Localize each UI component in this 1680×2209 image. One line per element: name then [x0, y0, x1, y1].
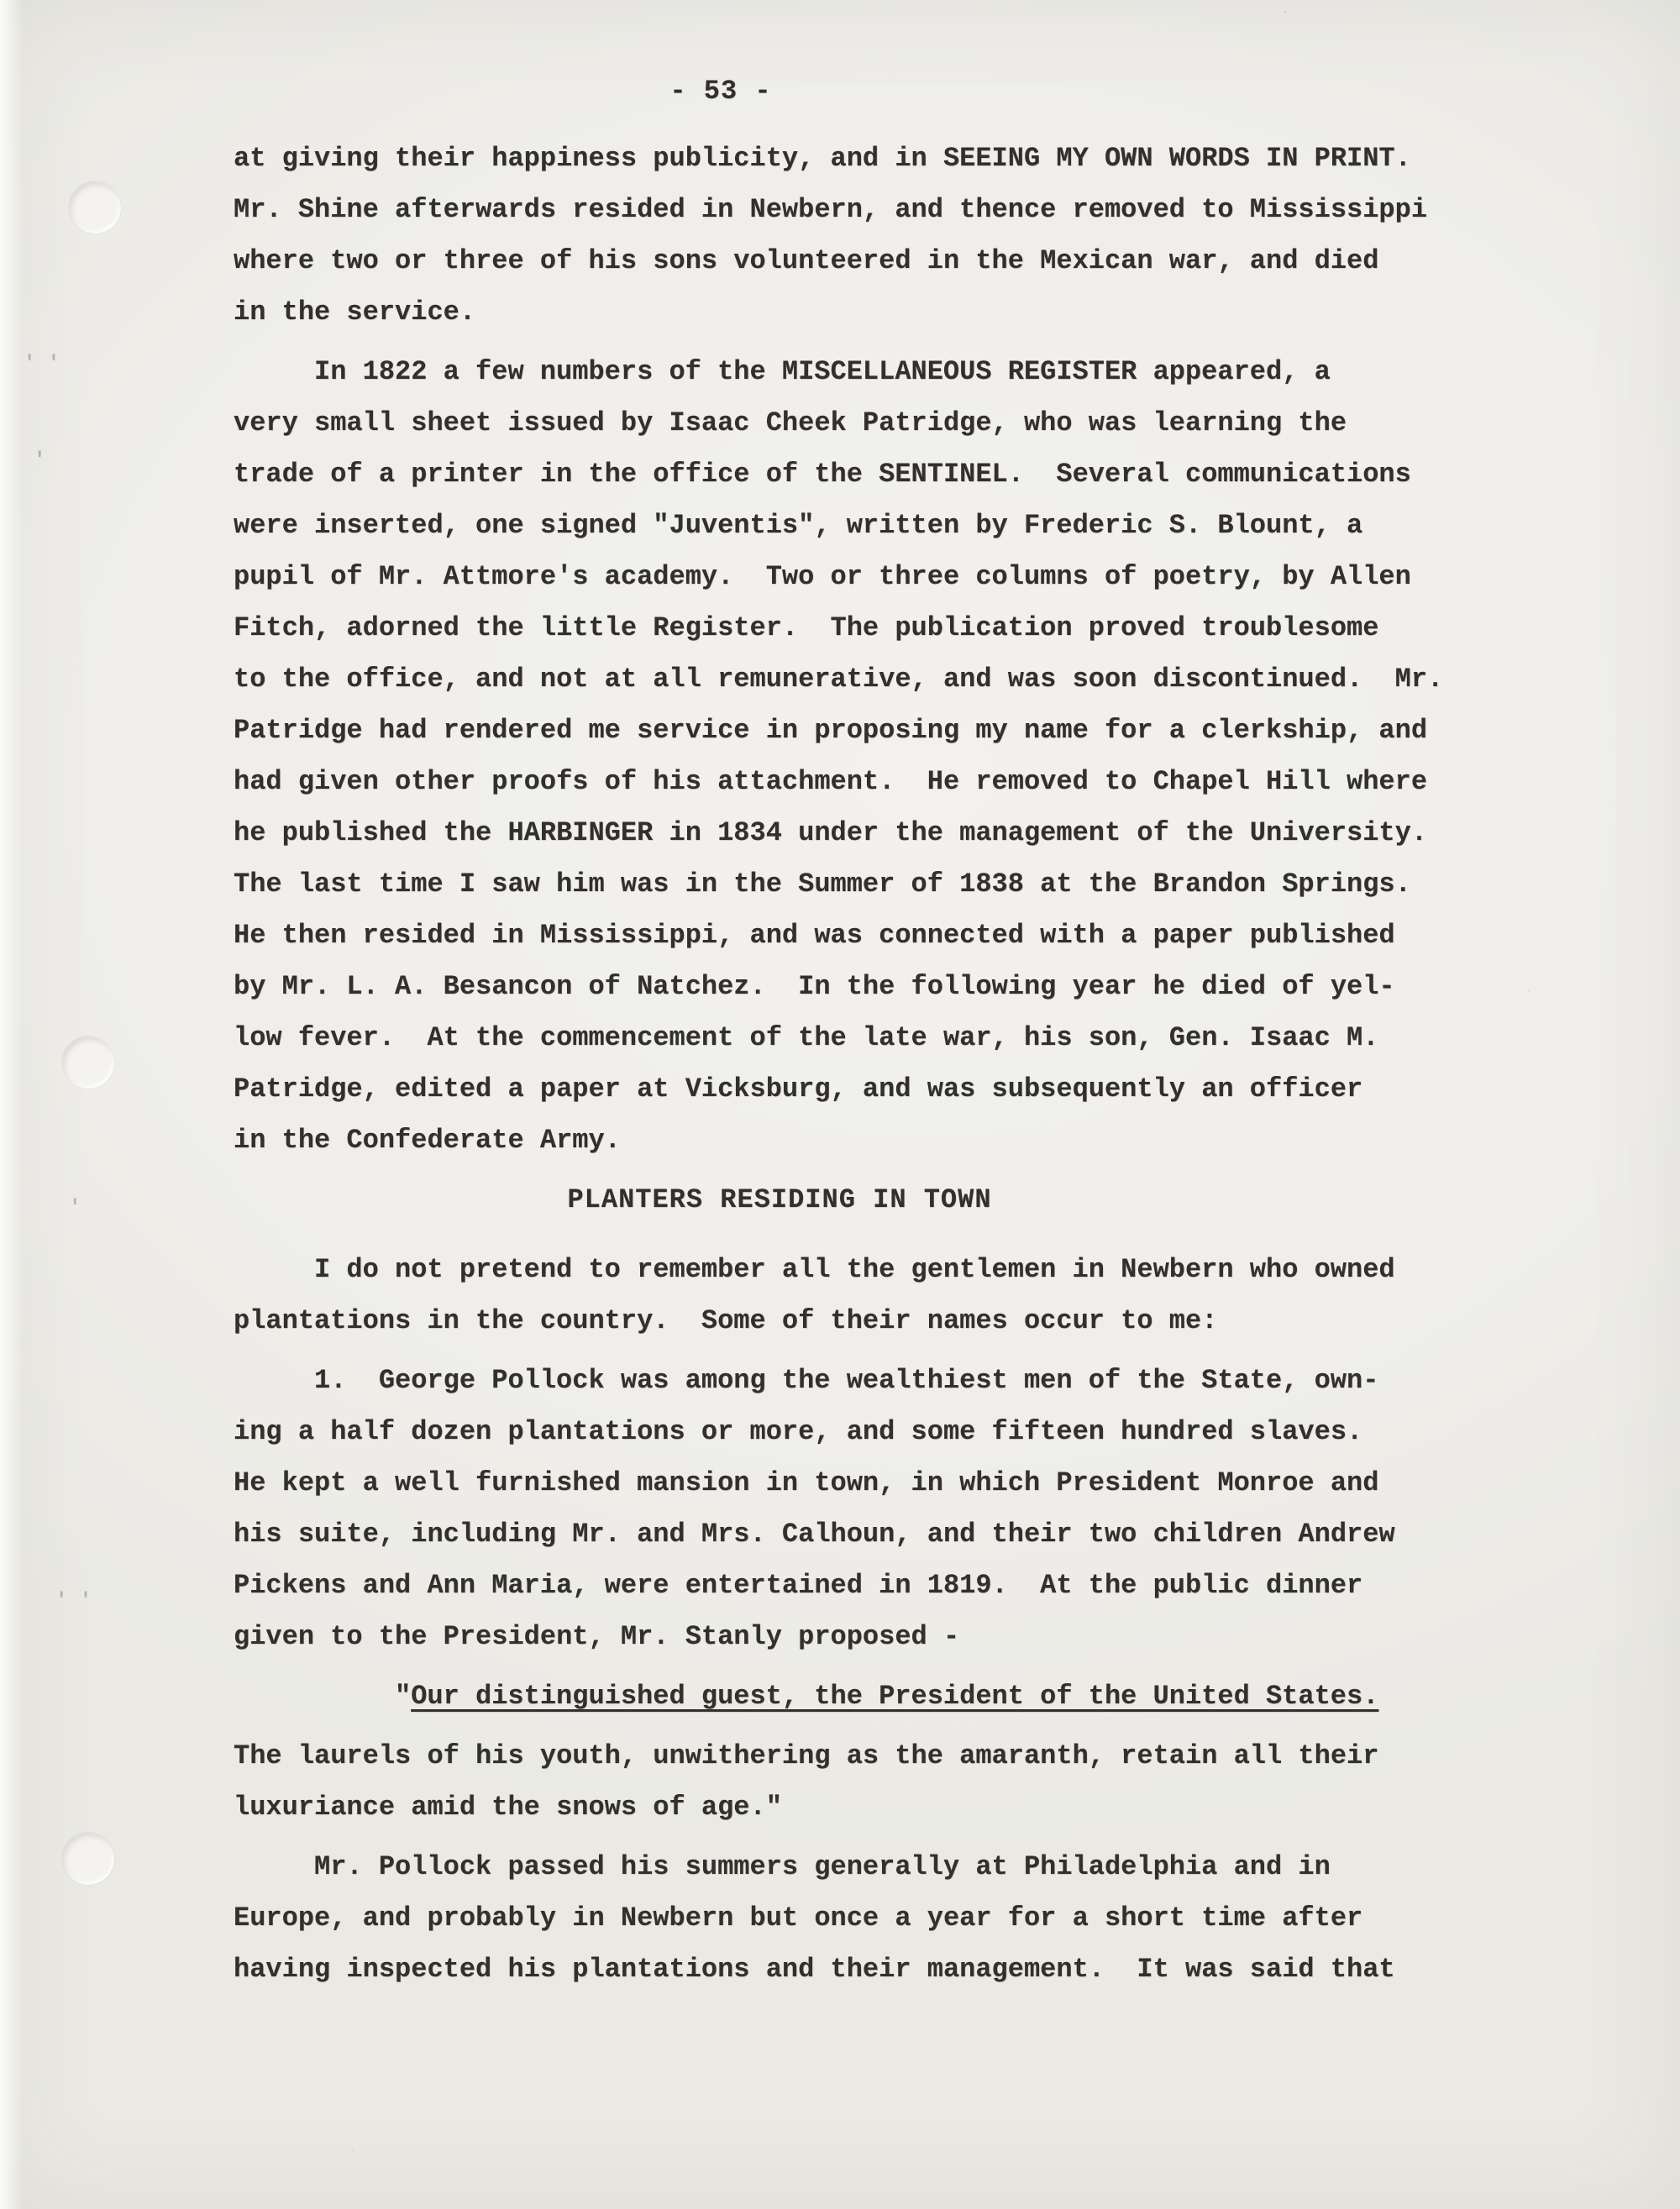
text-line: had given other proofs of his attachment. He removed to Chapel Hill where — [234, 766, 1428, 797]
text-line: plantations in the country. Some of their names occur to me: — [234, 1305, 1218, 1336]
paragraph-planters-intro — [234, 1244, 1544, 1346]
punch-hole-top — [69, 181, 121, 233]
text-line: pupil of Mr. Attmore's academy. Two or three columns of poetry, by Allen — [234, 561, 1411, 592]
punch-hole-bottom — [62, 1833, 114, 1885]
page-number: - 53 - — [669, 76, 772, 107]
scan-artifact: ' — [69, 1197, 81, 1220]
section-heading: PLANTERS RESIDING IN TOWN — [567, 1184, 992, 1215]
text-line: Patridge, edited a paper at Vicksburg, and was subsequently an officer — [234, 1073, 1363, 1104]
quote-period: . — [1362, 1681, 1379, 1712]
text-line: were inserted, one signed "Juventis", written by Frederic S. Blount, a — [234, 510, 1363, 541]
text-line: I do not pretend to remember all the gentlemen in Newbern who owned — [314, 1254, 1395, 1285]
text-line: Fitch, adorned the little Register. The publication proved troublesome — [234, 612, 1379, 643]
quote-open-mark: " — [395, 1681, 412, 1712]
text-line: Mr. Pollock passed his summers generally at Philadelphia and in — [314, 1851, 1331, 1882]
text-line: 1. George Pollock was among the wealthiest men of the State, own- — [314, 1365, 1379, 1396]
text-line: in the service. — [234, 296, 476, 328]
text-line: very small sheet issued by Isaac Cheek Patridge, who was learning the — [234, 407, 1347, 438]
text-line: at giving their happiness publicity, and in SEEING MY OWN WORDS IN PRINT. — [234, 143, 1411, 174]
text-line: He kept a well furnished mansion in town, in which President Monroe and — [234, 1467, 1379, 1498]
text-line: trade of a printer in the office of the SENTINEL. Several communications — [234, 459, 1411, 490]
document-text — [234, 133, 1544, 1995]
scan-artifact: ' ' — [24, 353, 60, 375]
quote-line — [234, 1671, 1544, 1722]
text-line: having inspected his plantations and their management. It was said that — [234, 1954, 1395, 1985]
scan-left-edge — [0, 0, 24, 2209]
paragraph-miscellaneous-register — [234, 346, 1544, 1166]
text-line: The laurels of his youth, unwithering as the amaranth, retain all their — [234, 1740, 1379, 1771]
text-line: by Mr. L. A. Besancon of Natchez. In the following year he died of yel- — [234, 971, 1395, 1002]
scan-artifact: ' ' — [55, 1590, 92, 1613]
text-line: luxuriance amid the snows of age." — [234, 1792, 782, 1823]
text-line: to the office, and not at all remunerative, and was soon discontinued. Mr. — [234, 664, 1444, 695]
scan-artifact: ' — [34, 449, 46, 472]
text-line: Patridge had rendered me service in proposing my name for a clerkship, and — [234, 715, 1428, 746]
paragraph-continuation — [234, 133, 1544, 338]
text-line: He then resided in Mississippi, and was connected with a paper published — [234, 920, 1395, 951]
paragraph-pollock-summers — [234, 1841, 1544, 1995]
text-line: low fever. At the commencement of the late war, his son, Gen. Isaac M. — [234, 1022, 1379, 1053]
text-line: The last time I saw him was in the Summer of 1838 at the Brandon Springs. — [234, 868, 1411, 900]
text-line: his suite, including Mr. and Mrs. Calhoun, and their two children Andrew — [234, 1519, 1395, 1550]
text-line: Europe, and probably in Newbern but once a year for a short time after — [234, 1902, 1363, 1934]
text-line: Mr. Shine afterwards resided in Newbern, and thence removed to Mississippi — [234, 194, 1428, 225]
text-line: ing a half dozen plantations or more, and some fifteen hundred slaves. — [234, 1416, 1363, 1447]
text-line: in the Confederate Army. — [234, 1125, 621, 1156]
quote-continuation — [234, 1730, 1544, 1833]
quote-underlined-text: Our distinguished guest, the President of the United States — [411, 1681, 1363, 1712]
toast-quote — [234, 1671, 1544, 1722]
paragraph-george-pollock — [234, 1355, 1544, 1662]
text-line: Pickens and Ann Maria, were entertained in 1819. At the public dinner — [234, 1570, 1363, 1601]
text-line: where two or three of his sons volunteered in the Mexican war, and died — [234, 245, 1379, 276]
text-line: given to the President, Mr. Stanly proposed - — [234, 1621, 960, 1652]
punch-hole-middle — [62, 1036, 114, 1089]
text-line: In 1822 a few numbers of the MISCELLANEOUS REGISTER appeared, a — [314, 356, 1331, 387]
text-line: he published the HARBINGER in 1834 under the management of the University. — [234, 817, 1428, 848]
